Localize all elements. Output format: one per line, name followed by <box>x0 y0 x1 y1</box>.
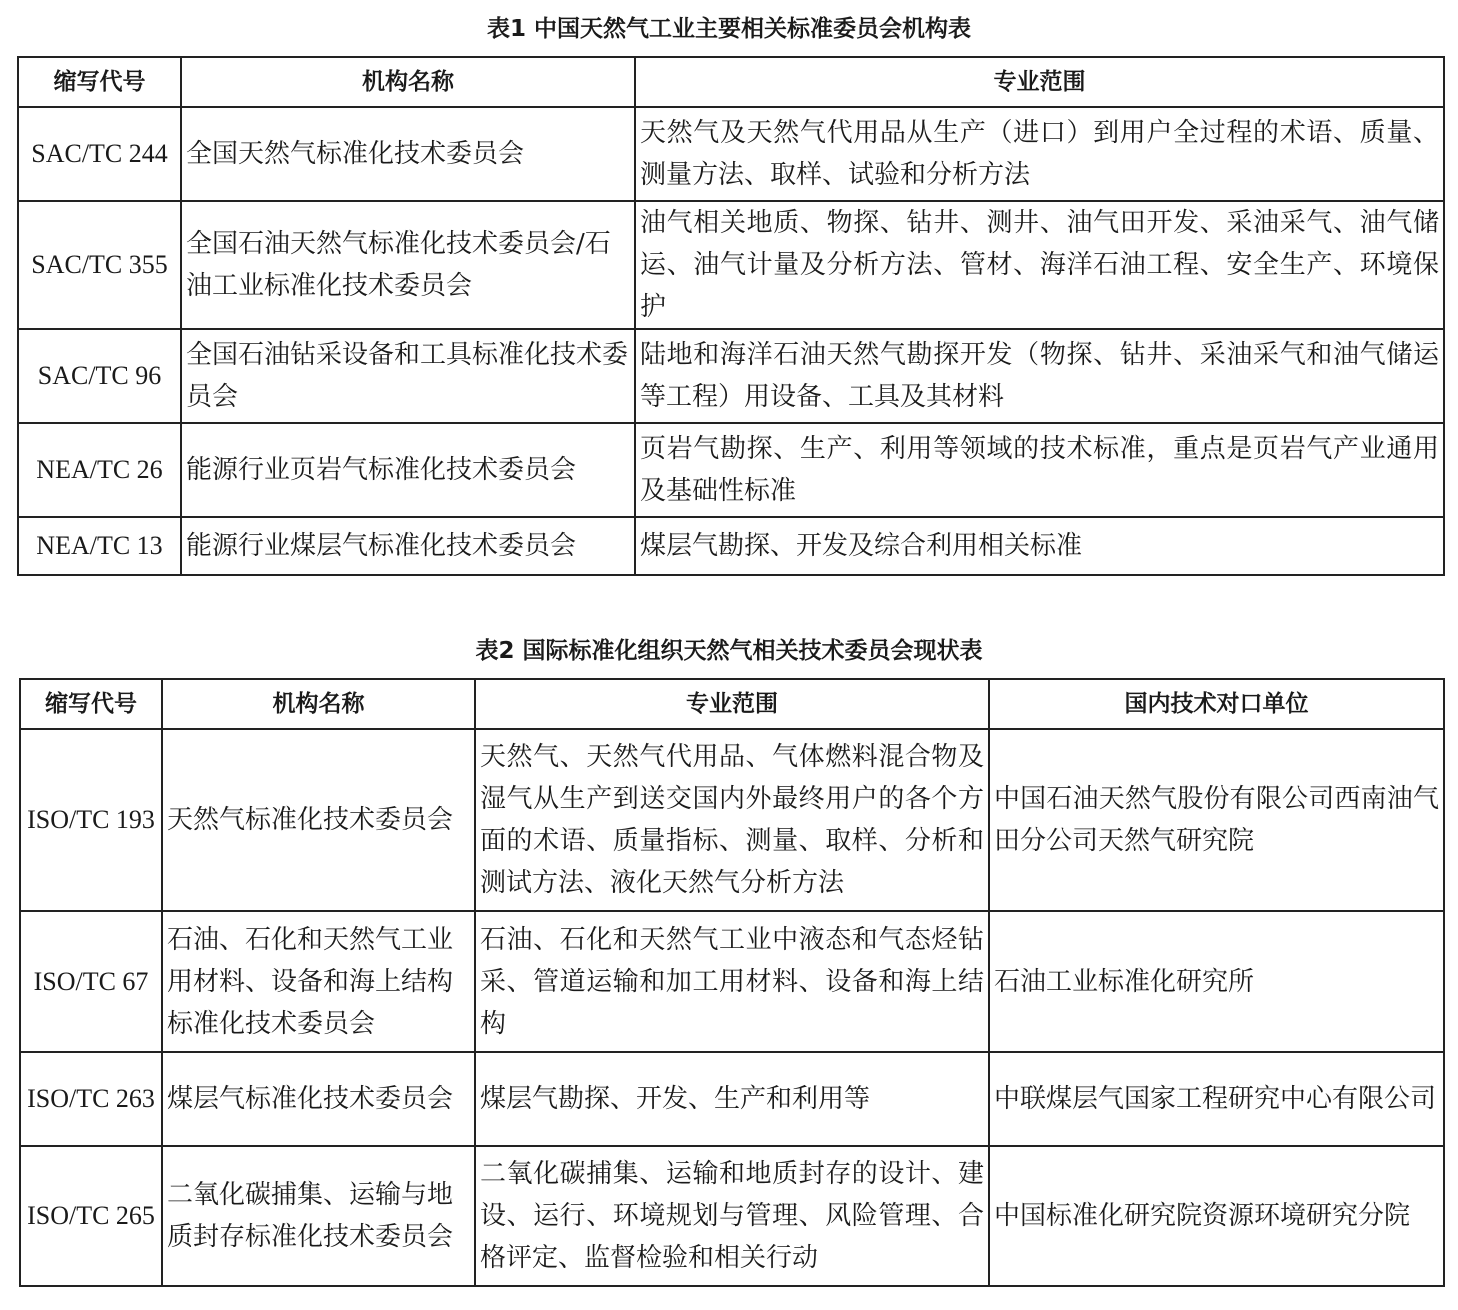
cell-code: NEA/TC 26 <box>18 423 181 517</box>
cell-counterpart: 中国石油天然气股份有限公司西南油气田分公司天然气研究院 <box>989 729 1444 911</box>
cell-name: 天然气标准化技术委员会 <box>162 729 475 911</box>
cell-code: SAC/TC 355 <box>18 201 181 329</box>
cell-scope: 油气相关地质、物探、钻井、测井、油气田开发、采油采气、油气储运、油气计量及分析方法、管材、海洋石油工程、安全生产、环境保护 <box>635 201 1444 329</box>
cell-counterpart: 中国标准化研究院资源环境研究分院 <box>989 1146 1444 1286</box>
table-row <box>18 201 1444 329</box>
cell-code: NEA/TC 13 <box>18 517 181 575</box>
column-header-counterpart: 国内技术对口单位 <box>989 679 1444 729</box>
table2-iso-committees <box>19 678 1445 1287</box>
cell-code: SAC/TC 96 <box>18 329 181 423</box>
cell-scope: 天然气及天然气代用品从生产（进口）到用户全过程的术语、质量、测量方法、取样、试验和分析方法 <box>635 107 1444 201</box>
cell-scope: 石油、石化和天然气工业中液态和气态烃钻采、管道运输和加工用材料、设备和海上结构 <box>475 911 989 1052</box>
column-header-scope: 专业范围 <box>635 57 1444 107</box>
cell-scope: 煤层气勘探、开发及综合利用相关标准 <box>635 517 1444 575</box>
table-header-row <box>20 679 1444 729</box>
cell-name: 全国天然气标准化技术委员会 <box>181 107 635 201</box>
table1-committees-china <box>17 56 1445 576</box>
column-header-code: 缩写代号 <box>18 57 181 107</box>
table-row <box>20 1146 1444 1286</box>
table2-caption: 表2 国际标准化组织天然气相关技术委员会现状表 <box>475 638 983 664</box>
table-row <box>18 423 1444 517</box>
cell-scope: 天然气、天然气代用品、气体燃料混合物及湿气从生产到送交国内外最终用户的各个方面的术语、质量指标、测量、取样、分析和测试方法、液化天然气分析方法 <box>475 729 989 911</box>
table-header-row <box>18 57 1444 107</box>
cell-name: 石油、石化和天然气工业用材料、设备和海上结构标准化技术委员会 <box>162 911 475 1052</box>
cell-scope: 页岩气勘探、生产、利用等领域的技术标准，重点是页岩气产业通用及基础性标准 <box>635 423 1444 517</box>
column-header-scope: 专业范围 <box>475 679 989 729</box>
table-row <box>20 729 1444 911</box>
cell-code: ISO/TC 265 <box>20 1146 162 1286</box>
cell-code: SAC/TC 244 <box>18 107 181 201</box>
cell-name: 二氧化碳捕集、运输与地质封存标准化技术委员会 <box>162 1146 475 1286</box>
cell-scope: 煤层气勘探、开发、生产和利用等 <box>475 1052 989 1146</box>
cell-counterpart: 石油工业标准化研究所 <box>989 911 1444 1052</box>
column-header-name: 机构名称 <box>162 679 475 729</box>
table-row <box>20 911 1444 1052</box>
table1-caption: 表1 中国天然气工业主要相关标准委员会机构表 <box>486 16 971 42</box>
column-header-name: 机构名称 <box>181 57 635 107</box>
cell-scope: 陆地和海洋石油天然气勘探开发（物探、钻井、采油采气和油气储运等工程）用设备、工具及其材料 <box>635 329 1444 423</box>
table-row <box>18 329 1444 423</box>
cell-code: ISO/TC 263 <box>20 1052 162 1146</box>
table-row <box>18 517 1444 575</box>
cell-code: ISO/TC 193 <box>20 729 162 911</box>
cell-name: 全国石油天然气标准化技术委员会/石油工业标准化技术委员会 <box>181 201 635 329</box>
table-row <box>18 107 1444 201</box>
cell-name: 能源行业页岩气标准化技术委员会 <box>181 423 635 517</box>
cell-code: ISO/TC 67 <box>20 911 162 1052</box>
cell-name: 全国石油钻采设备和工具标准化技术委员会 <box>181 329 635 423</box>
cell-name: 煤层气标准化技术委员会 <box>162 1052 475 1146</box>
table-row <box>20 1052 1444 1146</box>
cell-scope: 二氧化碳捕集、运输和地质封存的设计、建设、运行、环境规划与管理、风险管理、合格评定、监督检验和相关行动 <box>475 1146 989 1286</box>
cell-name: 能源行业煤层气标准化技术委员会 <box>181 517 635 575</box>
column-header-code: 缩写代号 <box>20 679 162 729</box>
cell-counterpart: 中联煤层气国家工程研究中心有限公司 <box>989 1052 1444 1146</box>
